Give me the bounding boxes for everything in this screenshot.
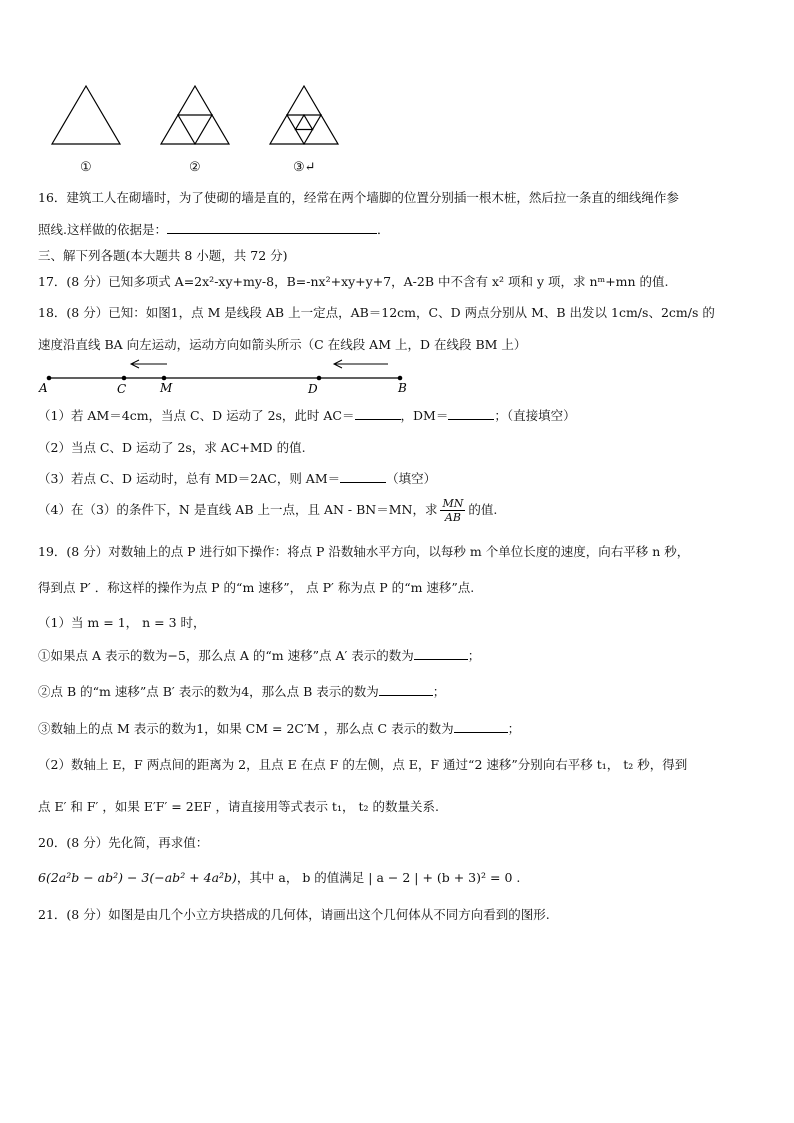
q19-case3-blank[interactable] — [454, 720, 508, 733]
figure-label-1: ① — [80, 160, 92, 175]
section-3-heading: 三、解下列各题(本大题共 8 小题，共 72 分) — [38, 248, 288, 263]
q19-case1-blank[interactable] — [414, 647, 468, 660]
q19-case3-end: ； — [507, 721, 521, 736]
fraction-numerator: MN — [442, 497, 464, 510]
q19-part2-line1: （2）数轴上 E，F 两点间的距离为 2，且点 E 在点 F 的左侧，点 E，F 通过“2 速移”分别向右平移 t₁， t₂ 秒，得到 — [38, 757, 688, 772]
q18-part4 — [38, 497, 497, 524]
q18-part1-dm: ，DM＝ — [400, 408, 449, 423]
q18-dm-blank[interactable] — [448, 407, 494, 420]
q16-line2 — [38, 220, 390, 238]
q19-line1: 19．(8 分）对数轴上的点 P 进行如下操作：将点 P 沿数轴水平方向，以每秒 m 个单位长度的速度，向右平移 n 秒， — [38, 544, 690, 559]
q19-case1-end: ； — [467, 648, 481, 663]
q19-case3-text: ③数轴上的点 M 表示的数为1，如果 CM = 2C′M ，那么点 C 表示的数为 — [38, 721, 454, 736]
q20-condition: ，其中 a， b 的值满足 | a − 2 | + (b + 3)² = 0 . — [236, 870, 521, 885]
q20-line1: 20．(8 分）先化简，再求值： — [38, 835, 209, 850]
q19-case2-blank[interactable] — [379, 683, 433, 696]
point-c — [122, 376, 127, 381]
q20-expression: 6(2a²b − ab²) − 3(−ab² + 4a²b) — [38, 870, 237, 885]
q18-line2: 速度沿直线 BA 向左运动，运动方向如箭头所示（C 在线段 AM 上，D 在线段 BM 上） — [38, 337, 527, 352]
q20-line2 — [38, 868, 520, 886]
q18-part1 — [38, 406, 576, 424]
q19-part1: （1）当 m = 1， n = 3 时， — [38, 615, 206, 630]
q16-answer-blank[interactable] — [167, 221, 377, 234]
triangle-figure-3 — [264, 82, 344, 152]
q18-part4-end: 的值. — [468, 502, 498, 517]
q17-text: 17．(8 分）已知多项式 A=2x²-xy+my-8，B=-nx²+xy+y+7，A-2B 中不含有 x² 项和 y 项，求 nᵐ+mn 的值. — [38, 274, 669, 289]
q19-line2: 得到点 P′ ．称这样的操作为点 P 的“m 速移”， 点 P′ 称为点 P 的“m 速移”点. — [38, 580, 475, 595]
fraction-denominator: AB — [444, 511, 461, 524]
q18-am-blank[interactable] — [340, 470, 386, 483]
q18-part1-note: ；（直接填空） — [494, 408, 576, 423]
triangle-figure-1 — [46, 82, 126, 152]
figure-label-3: ③↵ — [293, 160, 316, 175]
q18-line1: 18．(8 分）已知：如图1，点 M 是线段 AB 上一定点，AB＝12cm，C、D 两点分别从 M、B 出发以 1cm/s、2cm/s 的 — [38, 305, 715, 320]
q19-case2-end: ； — [432, 684, 446, 699]
figure-label-2: ② — [189, 160, 201, 175]
triangle-figures — [40, 78, 360, 178]
point-a — [47, 376, 52, 381]
label-d: D — [308, 382, 318, 396]
q19-case1 — [38, 646, 480, 664]
q19-case2 — [38, 682, 445, 700]
label-m: M — [160, 381, 173, 395]
q18-part4-text: （4）在（3）的条件下，N 是直线 AB 上一点，且 AN - BN＝MN，求 — [38, 502, 438, 517]
q19-case1-text: ①如果点 A 表示的数为−5，那么点 A 的“m 速移”点 A′ 表示的数为 — [38, 648, 414, 663]
label-b: B — [398, 381, 407, 395]
label-c: C — [117, 382, 127, 396]
q19-case2-text: ②点 B 的“m 速移”点 B′ 表示的数为4，那么点 B 表示的数为 — [38, 684, 379, 699]
q18-part2: （2）当点 C、D 运动了 2s，求 AC+MD 的值. — [38, 440, 306, 455]
triangle-figure-2 — [155, 82, 235, 152]
point-b — [398, 376, 403, 381]
q16-end: ． — [376, 222, 390, 237]
label-a: A — [39, 381, 48, 395]
q16-line1: 16．建筑工人在砌墙时，为了使砌的墙是直的，经常在两个墙脚的位置分别插一根木桩，然后拉一条直的细线绳作参 — [38, 190, 679, 205]
q18-part1-text: （1）若 AM＝4cm，当点 C、D 运动了 2s，此时 AC＝ — [38, 408, 355, 423]
point-d — [317, 376, 322, 381]
q18-segment-diagram — [36, 356, 416, 396]
q18-part3-note: （填空） — [386, 471, 437, 486]
q19-case3 — [38, 719, 520, 737]
q16-basis-label: 照线.这样做的依据是： — [38, 222, 167, 237]
q18-part3-text: （3）若点 C、D 运动时，总有 MD＝2AC，则 AM＝ — [38, 471, 341, 486]
q18-fraction — [440, 497, 465, 524]
q18-ac-blank[interactable] — [355, 407, 401, 420]
q18-part3 — [38, 469, 436, 487]
point-m — [162, 376, 167, 381]
q21-text: 21．(8 分）如图是由几个小立方块搭成的几何体，请画出这个几何体从不同方向看到的图形. — [38, 907, 550, 922]
q19-part2-line2: 点 E′ 和 F′ ，如果 E′F′ = 2EF ，请直接用等式表示 t₁， t₂ 的数量关系. — [38, 799, 439, 814]
